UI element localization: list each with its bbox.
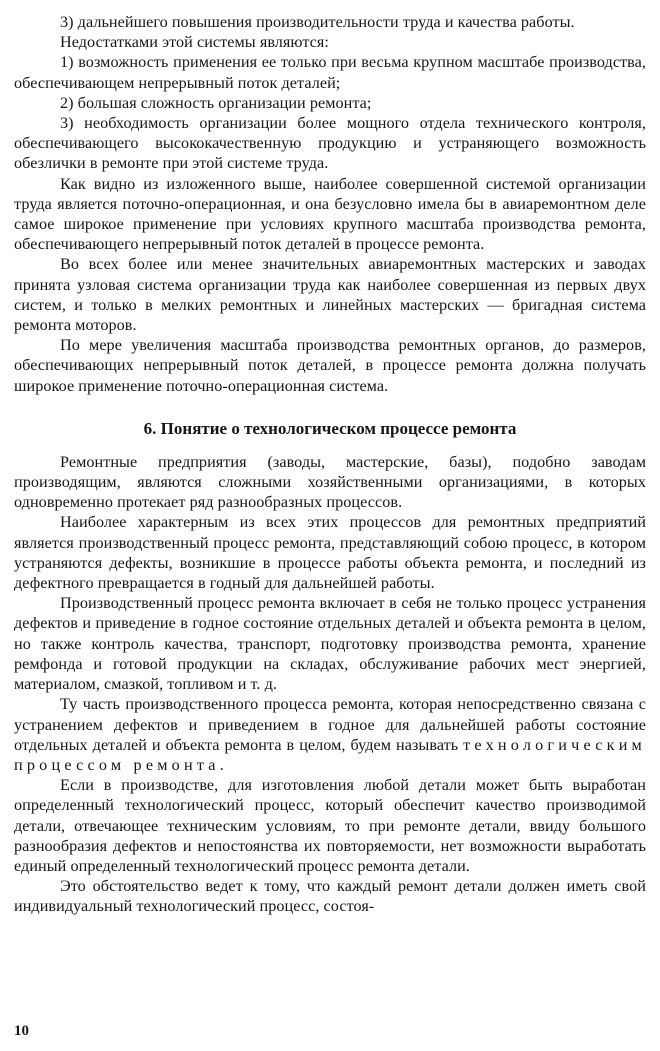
- paragraph-production-process: Наиболее характерным из всех этих процессов для ремонтных предприятий является производственный процесс ремонта, представляющий собою процесс, в котором устраняются дефекты, возникшие в процессе работы объекта ремонта, и последний из дефектного превращается в годный для дальнейшей работы.: [14, 513, 646, 593]
- paragraph-disadvantages-intro: Недостатками этой системы являются:: [60, 33, 329, 52]
- paragraph-individual-process: Это обстоятельство ведет к тому, что каждый ремонт детали должен иметь свой индивидуальный технологический процесс, состоя-: [14, 877, 646, 916]
- section-heading: 6. Понятие о технологическом процессе ремонта: [143, 418, 517, 438]
- definition-term: технологическим процессом ремонта: [14, 735, 646, 774]
- book-page: [14, 12, 646, 1037]
- paragraph-advantage-3: 3) дальнейшего повышения производительности труда и качества работы.: [60, 13, 575, 31]
- paragraph-conclusion-flow: Как видно из изложенного выше, наиболее совершенной системой организации труда является поточно-операционная, и она безусловно имела бы в авиаремонтном деле самое широкое применение при условиях крупного масштаба производства ремонта, обеспечивающего непрерывный поток деталей в процессе ремонта.: [14, 174, 646, 254]
- paragraph-disadvantage-3: 3) необходимость организации более мощного отдела технического контроля, обеспечивающего высококачественную продукцию и устраняющего возможность обезлички в ремонте при этой системе труда.: [14, 114, 646, 173]
- paragraph-disadvantage-2: 2) большая сложность организации ремонта;: [60, 93, 372, 112]
- paragraph-node-system: Во всех более или менее значительных авиаремонтных мастерских и заводах принята узловая система организации труда как наиболее совершенная из первых двух систем, и только в мелких ремонтных и линейных мастерских — бригадная система ремонта моторов.: [14, 255, 646, 335]
- paragraph-manufacturing-vs-repair: Если в производстве, для изготовления любой детали может быть выработан определенный технологический процесс, который обеспечит качество производимой детали, отвечающее техническим условиям, то при ремонте детали, ввиду большого разнообразия дефектов и непостоянства их повторяемости, нет возможности выработать единый определенный технологический процесс ремонта детали.: [14, 776, 646, 875]
- paragraph-repair-enterprises: Ремонтные предприятия (заводы, мастерские, базы), подобно заводам производящим, являются сложными хозяйственными организациями, в которых одновременно протекает ряд разнообразных процессов.: [14, 452, 646, 512]
- page-number: 10: [14, 1023, 29, 1039]
- paragraph-definition: [14, 694, 646, 775]
- paragraph-disadvantage-1: 1) возможность применения ее только при весьма крупном масштабе производства, обеспечивающем непрерывный поток деталей;: [14, 53, 646, 92]
- paragraph-scale-growth: По мере увеличения масштаба производства ремонтных органов, до размеров, обеспечивающих непрерывный поток деталей, в процессе ремонта должна получать широкое применение поточно-операционная система.: [14, 336, 646, 395]
- paragraph-process-includes: Производственный процесс ремонта включает в себя не только процесс устранения дефектов и приведение в годное состояние отдельных деталей и объекта ремонта в целом, но также контроль качества, транспорт, подготовку производства ремонта, хранение ремфонда и готовой продукции на складах, обслуживание рабочих мест энергией, материалом, смазкой, топливом и т. д.: [14, 594, 646, 694]
- definition-text: Ту часть производственного процесса ремонта, которая непосредственно связана с устранением дефектов и приведением в годное для дальнейшей работы состояние отдельных деталей и объекта ремонта в целом, будем называть: [14, 695, 646, 754]
- definition-end: .: [219, 755, 224, 774]
